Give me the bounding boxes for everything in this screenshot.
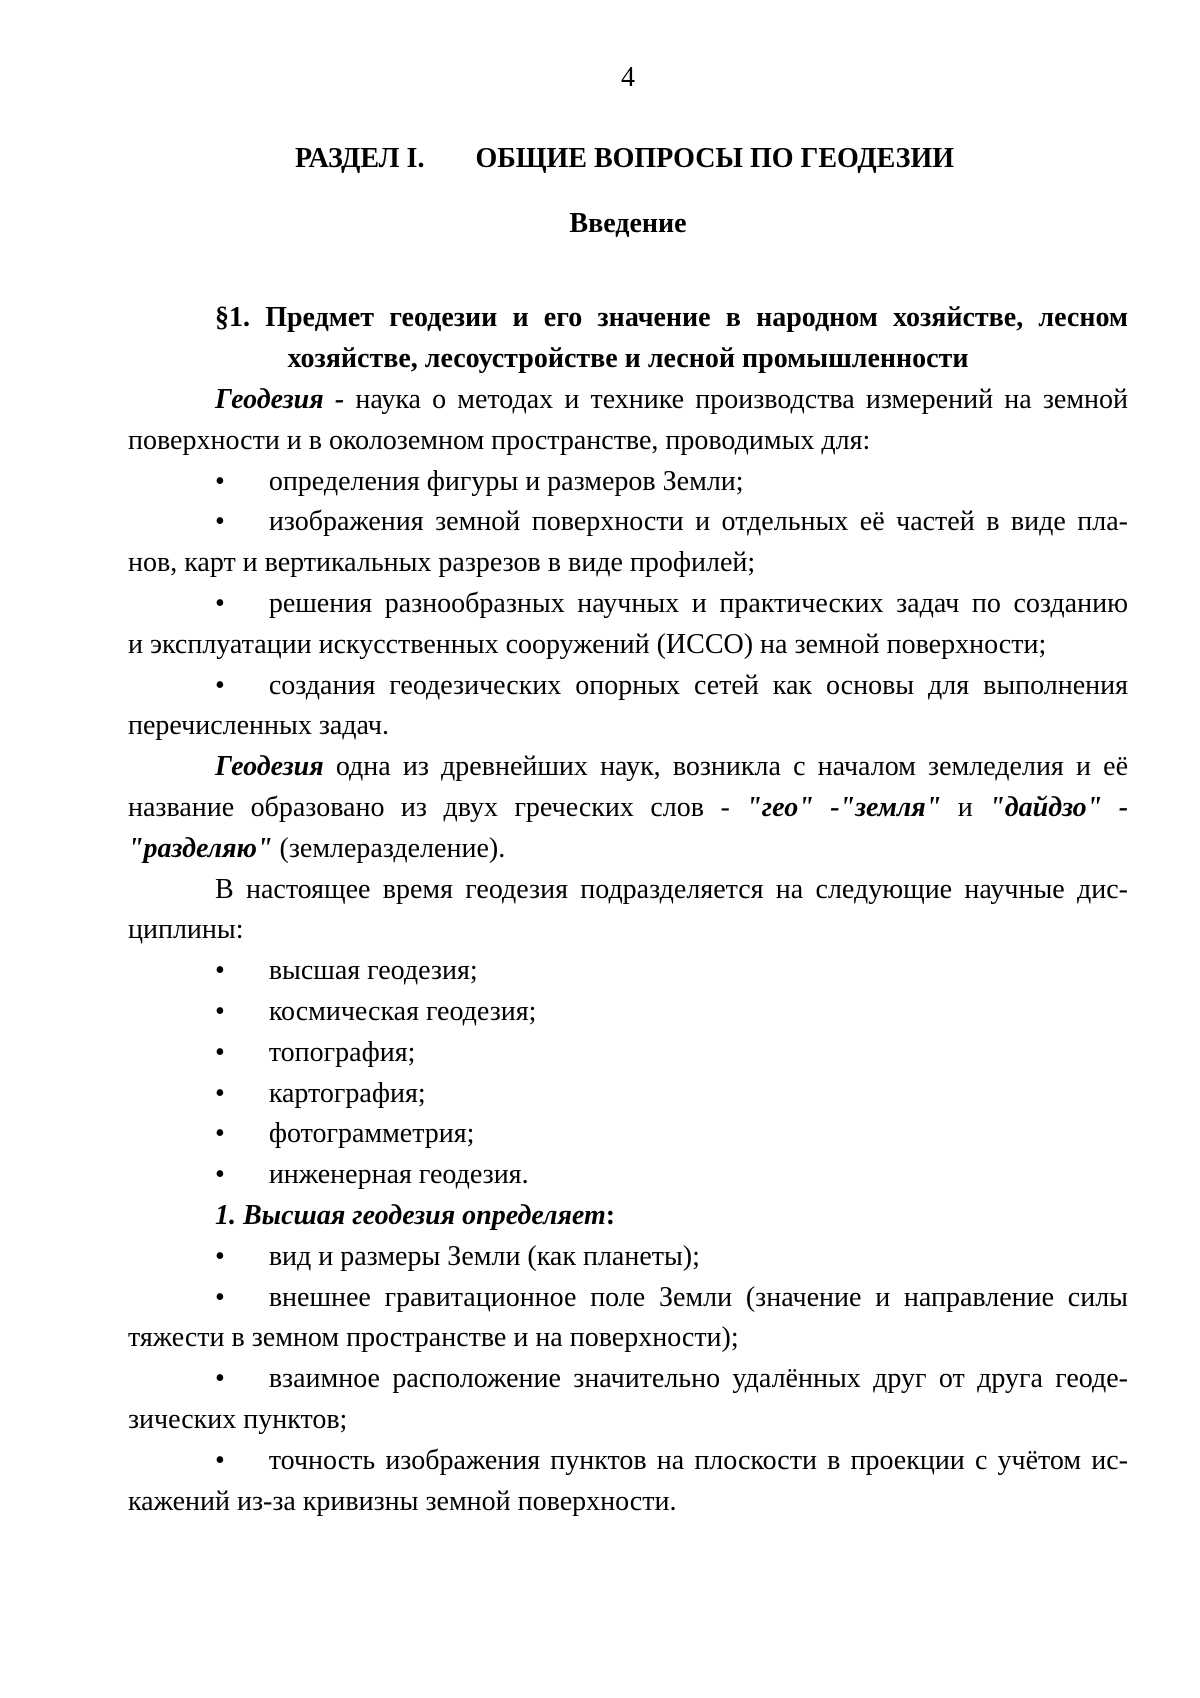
- text-line: [128, 910, 1128, 951]
- text-run: зических пунктов;: [128, 1403, 348, 1435]
- text-run: Геодезия: [215, 751, 324, 783]
- text-run: точность изображения пунктов на плоскости в проекции с учётом ис-: [268, 1444, 1128, 1476]
- text-run: изображения земной поверхности и отдельных её частей в виде пла-: [268, 506, 1128, 538]
- bullet-icon: •: [215, 1363, 225, 1395]
- bullet-line: [128, 992, 1128, 1033]
- text-run: определения фигуры и размеров Земли;: [268, 465, 744, 497]
- bullet-line: [128, 1155, 1128, 1196]
- bullet-line: [128, 1114, 1128, 1155]
- bullet-icon: •: [215, 506, 225, 538]
- text-line: [128, 298, 1128, 339]
- bullet-line: [128, 951, 1128, 992]
- text-run: создания геодезических опорных сетей как основы для выполнения: [268, 669, 1128, 701]
- text-line: [128, 706, 1128, 747]
- text-run: поверхности и в околоземном пространстве, проводимых для:: [128, 424, 871, 456]
- text-run: решения разнообразных научных и практических задач по созданию: [268, 587, 1128, 619]
- section-title-text: ОБЩИЕ ВОПРОСЫ ПО ГЕОДЕЗИИ: [475, 142, 955, 174]
- bullet-line: [128, 1278, 1128, 1319]
- bullet-icon: •: [215, 465, 225, 497]
- text-run: и: [941, 791, 990, 823]
- text-line: [128, 339, 1128, 380]
- bullet-icon: •: [215, 1159, 225, 1191]
- bullet-line: [128, 1033, 1128, 1074]
- page-number: 4: [621, 62, 635, 93]
- text-run: фотограмметрия;: [268, 1118, 475, 1150]
- text-run: картография;: [268, 1077, 426, 1109]
- text-run: §1. Предмет геодезии и его значение в народном хозяйстве, лесном: [215, 302, 1128, 334]
- section-title: [128, 139, 1128, 180]
- section-label: РАЗДЕЛ I.: [295, 142, 425, 174]
- text-run: и эксплуатации искусственных сооружений (ИССО) на земной поверхности;: [128, 628, 1047, 660]
- text-run: название образовано из двух греческих слов -: [128, 791, 747, 823]
- text-run: высшая геодезия;: [268, 955, 478, 987]
- text-run: перечисленных задач.: [128, 710, 389, 742]
- text-line: [128, 870, 1128, 911]
- bullet-line: [128, 1237, 1128, 1278]
- text-line: [128, 1318, 1128, 1359]
- text-run: "гео" -"земля": [746, 791, 942, 823]
- text-run: тяжести в земном пространстве и на поверхности);: [128, 1322, 739, 1354]
- bullet-icon: •: [215, 669, 225, 701]
- text-line: [128, 543, 1128, 584]
- bullet-icon: •: [215, 955, 225, 987]
- text-run: :: [605, 1199, 616, 1231]
- text-run: хозяйстве, лесоустройстве и лесной промышленности: [287, 343, 969, 375]
- text-run: В настоящее время геодезия подразделяется на следующие научные дис-: [215, 873, 1128, 905]
- text-line: [128, 421, 1128, 462]
- bullet-icon: •: [215, 1240, 225, 1272]
- subtitle: Введение: [569, 207, 687, 239]
- text-line: [128, 1482, 1128, 1523]
- bullet-line: [128, 1441, 1128, 1482]
- text-line: [128, 747, 1128, 788]
- text-run: одна из древнейших наук, возникла с началом земледелия и её: [323, 751, 1128, 783]
- bullet-icon: •: [215, 1036, 225, 1068]
- bullet-line: [128, 666, 1128, 707]
- text-run: "разделяю": [128, 832, 273, 864]
- text-run: кажений из-за кривизны земной поверхности.: [128, 1485, 677, 1517]
- bullet-line: [128, 1074, 1128, 1115]
- bullet-line: [128, 462, 1128, 503]
- text-run: взаимное расположение значительно удалённых друг от друга геоде-: [268, 1363, 1128, 1395]
- bullet-line: [128, 1359, 1128, 1400]
- text-run: внешнее гравитационное поле Земли (значение и направление силы: [268, 1281, 1128, 1313]
- text-run: циплины:: [128, 914, 244, 946]
- bullet-icon: •: [215, 587, 225, 619]
- body-text: [128, 298, 1128, 1522]
- bullet-icon: •: [215, 1444, 225, 1476]
- text-run: 1. Высшая геодезия определяет: [215, 1199, 606, 1231]
- text-run: топография;: [268, 1036, 416, 1068]
- text-line: [128, 380, 1128, 421]
- text-run: вид и размеры Земли (как планеты);: [268, 1240, 700, 1272]
- text-run: Геодезия -: [215, 383, 356, 415]
- text-line: [128, 625, 1128, 666]
- text-line: [128, 1196, 1128, 1237]
- bullet-icon: •: [215, 995, 225, 1027]
- bullet-icon: •: [215, 1281, 225, 1313]
- text-line: [128, 788, 1128, 829]
- text-run: инженерная геодезия.: [268, 1159, 529, 1191]
- bullet-line: [128, 502, 1128, 543]
- text-run: космическая геодезия;: [268, 995, 537, 1027]
- text-line: [128, 829, 1128, 870]
- bullet-icon: •: [215, 1118, 225, 1150]
- text-run: "дайдзо" -: [989, 791, 1129, 823]
- bullet-line: [128, 584, 1128, 625]
- text-line: [128, 1400, 1128, 1441]
- text-run: (землеразделение).: [272, 832, 506, 864]
- page-content: [128, 58, 1128, 1522]
- text-run: наука о методах и технике производства измерений на земной: [355, 383, 1129, 415]
- text-run: нов, карт и вертикальных разрезов в виде профилей;: [128, 547, 756, 579]
- bullet-icon: •: [215, 1077, 225, 1109]
